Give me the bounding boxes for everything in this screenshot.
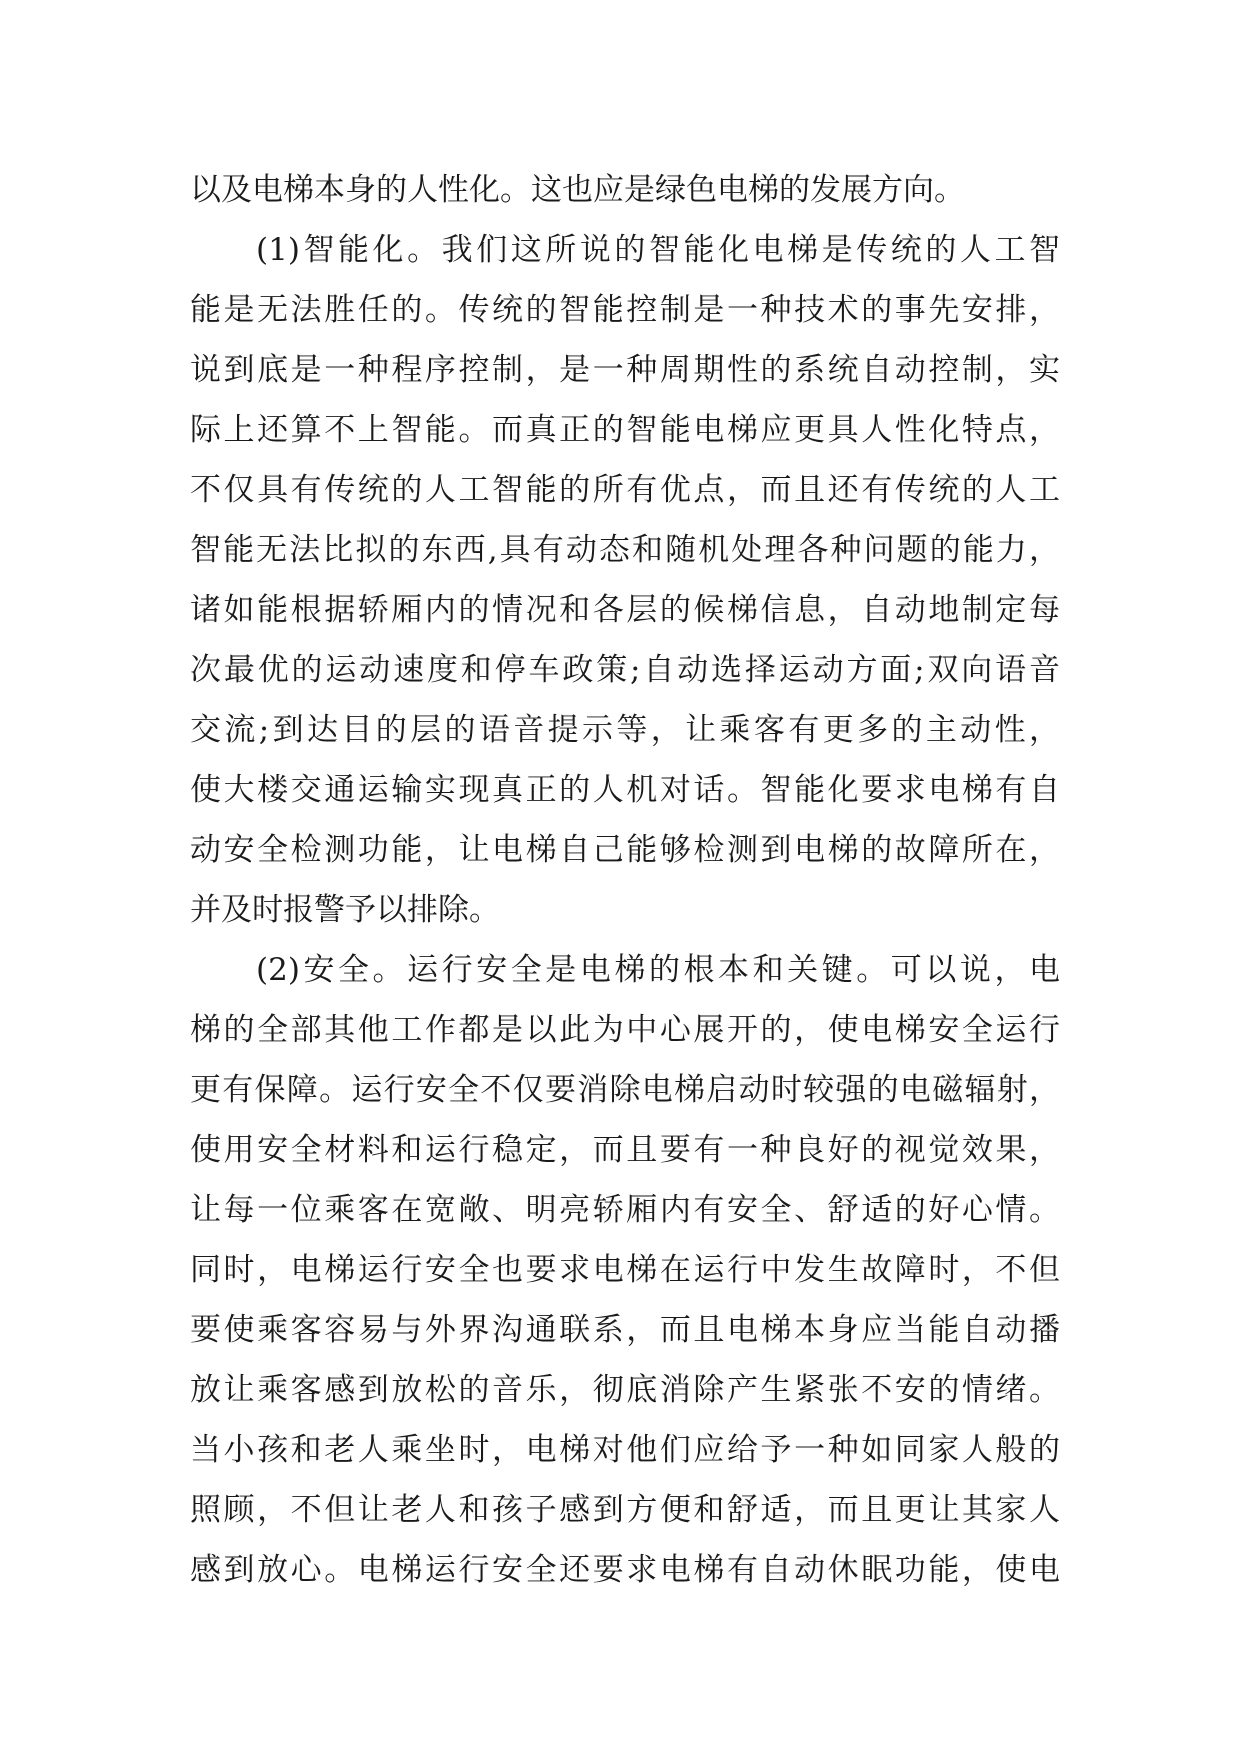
text-line: 放让乘客感到放松的音乐，彻底消除产生紧张不安的情绪。 <box>190 1372 1060 1408</box>
text-line: 同时，电梯运行安全也要求电梯在运行中发生故障时，不但 <box>190 1252 1060 1288</box>
text-line: 诸如能根据轿厢内的情况和各层的候梯信息，自动地制定每 <box>190 592 1060 628</box>
text-line: 说到底是一种程序控制，是一种周期性的系统自动控制，实 <box>190 352 1060 388</box>
body-text <box>190 160 1060 1600</box>
text-line: 要使乘客容易与外界沟通联系，而且电梯本身应当能自动播 <box>190 1312 1060 1348</box>
text-line: 能是无法胜任的。传统的智能控制是一种技术的事先安排， <box>190 292 1060 328</box>
text-line: 梯的全部其他工作都是以此为中心展开的，使电梯安全运行 <box>190 1012 1060 1048</box>
text-line: 智能无法比拟的东西,具有动态和随机处理各种问题的能力， <box>190 532 1060 568</box>
text-line: 际上还算不上智能。而真正的智能电梯应更具人性化特点， <box>190 412 1060 448</box>
text-line: 让每一位乘客在宽敞、明亮轿厢内有安全、舒适的好心情。 <box>190 1192 1060 1228</box>
text-line: 并及时报警予以排除。 <box>190 892 500 928</box>
text-line: 不仅具有传统的人工智能的所有优点，而且还有传统的人工 <box>190 472 1060 508</box>
text-line: 感到放心。电梯运行安全还要求电梯有自动休眠功能，使电 <box>190 1552 1060 1588</box>
text-line: 使用安全材料和运行稳定，而且要有一种良好的视觉效果， <box>190 1132 1060 1168</box>
text-line: 更有保障。运行安全不仅要消除电梯启动时较强的电磁辐射， <box>190 1072 1060 1108</box>
paragraph-heading-line: (2)安全。运行安全是电梯的根本和关键。可以说，电 <box>256 952 1060 988</box>
text-line: 当小孩和老人乘坐时，电梯对他们应给予一种如同家人般的 <box>190 1432 1060 1468</box>
text-line: 动安全检测功能，让电梯自己能够检测到电梯的故障所在， <box>190 832 1060 868</box>
text-line: 交流;到达目的层的语音提示等，让乘客有更多的主动性， <box>190 712 1060 748</box>
text-line: 照顾，不但让老人和孩子感到方便和舒适，而且更让其家人 <box>190 1492 1060 1528</box>
text-line: 以及电梯本身的人性化。这也应是绿色电梯的发展方向。 <box>190 172 965 208</box>
paragraph-heading-line: (1)智能化。我们这所说的智能化电梯是传统的人工智 <box>256 232 1060 268</box>
text-line: 次最优的运动速度和停车政策;自动选择运动方面;双向语音 <box>190 652 1060 688</box>
text-line: 使大楼交通运输实现真正的人机对话。智能化要求电梯有自 <box>190 772 1060 808</box>
